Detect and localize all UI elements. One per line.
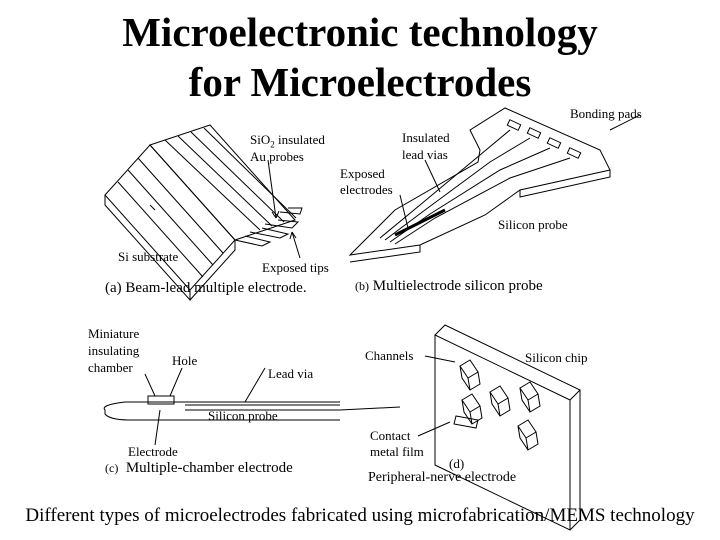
caption-d-letter: (d) [449, 456, 465, 471]
label-silicon-probe-b: Silicon probe [498, 217, 568, 232]
label-lead-via: Lead via [268, 366, 314, 381]
label-silicon-probe-c: Silicon probe [208, 408, 278, 423]
multiple-chamber-drawing [104, 368, 400, 445]
label-exposed: Exposed [340, 166, 385, 181]
label-insulating: insulating [88, 343, 140, 358]
label-chamber: chamber [88, 360, 133, 375]
label-au-probes: Au probes [250, 149, 304, 164]
label-contact: Contact [370, 428, 411, 443]
caption-b [355, 278, 543, 295]
caption-c [105, 460, 293, 477]
label-bonding-pads: Bonding pads [570, 106, 642, 121]
slide-footer-caption: Different types of microelectrodes fabricated using microfabrication/MEMS technology [25, 505, 695, 526]
slide-title-line-2: for Microelectrodes [188, 59, 532, 105]
label-sio2-insulated: SiO$_2$ insulated [250, 132, 325, 150]
label-hole: Hole [172, 353, 198, 368]
label-lead-vias: lead vias [402, 147, 448, 162]
silicon-probe-drawing [350, 108, 640, 262]
caption-c-letter: (c) [105, 461, 119, 475]
caption-b-letter: (b) [355, 279, 369, 293]
caption-a [105, 280, 307, 297]
caption-a-text: Beam-lead multiple electrode. [125, 280, 307, 296]
label-electrode: Electrode [128, 444, 178, 459]
label-silicon-chip: Silicon chip [525, 350, 588, 365]
label-metal-film: metal film [370, 444, 424, 459]
label-si-substrate: Si substrate [118, 249, 179, 264]
slide-title-line-1: Microelectronic technology [122, 9, 598, 55]
caption-a-letter: (a) [105, 280, 122, 296]
label-miniature: Miniature [88, 326, 140, 341]
label-channels: Channels [365, 348, 414, 363]
caption-c-text: Multiple-chamber electrode [125, 460, 293, 476]
caption-b-text: Multielectrode silicon probe [372, 278, 543, 294]
label-electrodes: electrodes [340, 182, 393, 197]
label-exposed-tips: Exposed tips [262, 260, 329, 275]
label-insulated: Insulated [402, 130, 450, 145]
caption-d-text: Peripheral-nerve electrode [368, 470, 517, 485]
